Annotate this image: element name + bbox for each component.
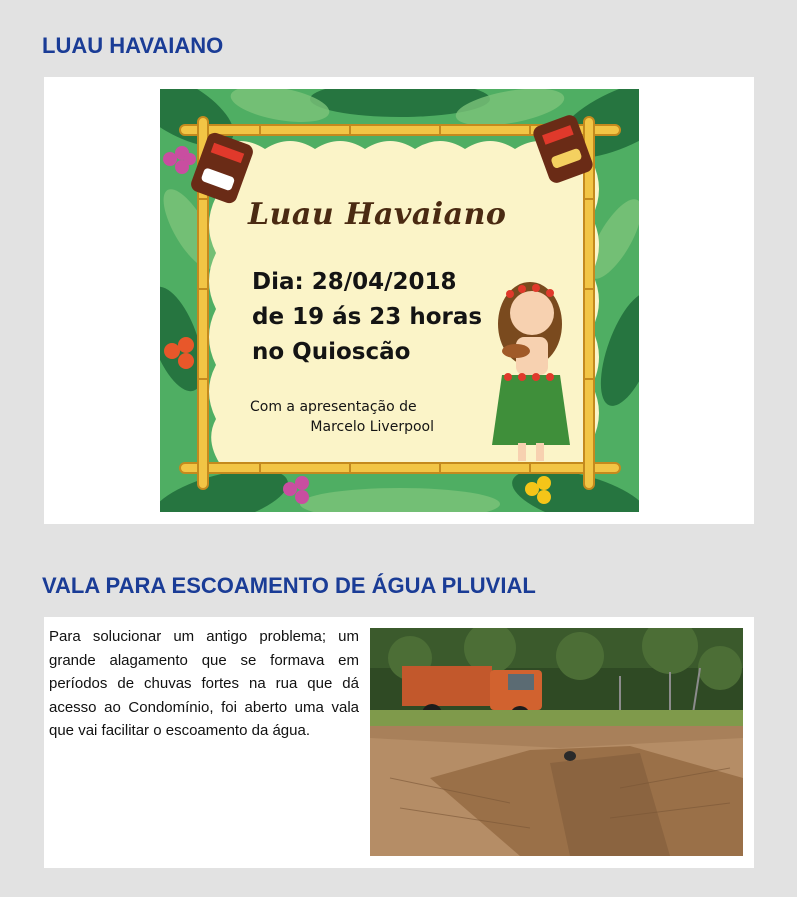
- flyer-presenter-name: Marcelo Liverpool: [310, 419, 434, 435]
- luau-flyer-image[interactable]: [160, 89, 639, 512]
- flyer-location: no Quioscão: [252, 339, 411, 365]
- flyer-presentation-intro: Com a apresentação de: [250, 399, 417, 415]
- luau-card: [44, 77, 754, 524]
- flyer-presentation: [250, 397, 434, 437]
- vala-article-text: Para solucionar um antigo problema; um grande alagamento que se formava em períodos de chuvas fortes na rua que dá acesso ao Condomínio, foi aberto uma vala que vai facilitar o escoamento da água.: [49, 628, 359, 739]
- flyer-date: Dia: 28/04/2018: [252, 269, 457, 295]
- vala-photo[interactable]: [370, 628, 743, 856]
- section-title-vala: VALA PARA ESCOAMENTO DE ÁGUA PLUVIAL: [42, 573, 536, 598]
- flyer-title: Luau Havaiano: [248, 197, 507, 232]
- flyer-time: de 19 ás 23 horas: [252, 304, 483, 330]
- vala-card: [44, 617, 754, 868]
- flyer-details: [252, 265, 482, 370]
- section-title-luau: LUAU HAVAIANO: [42, 33, 224, 58]
- ditch-truck-photo-artwork: [370, 628, 743, 856]
